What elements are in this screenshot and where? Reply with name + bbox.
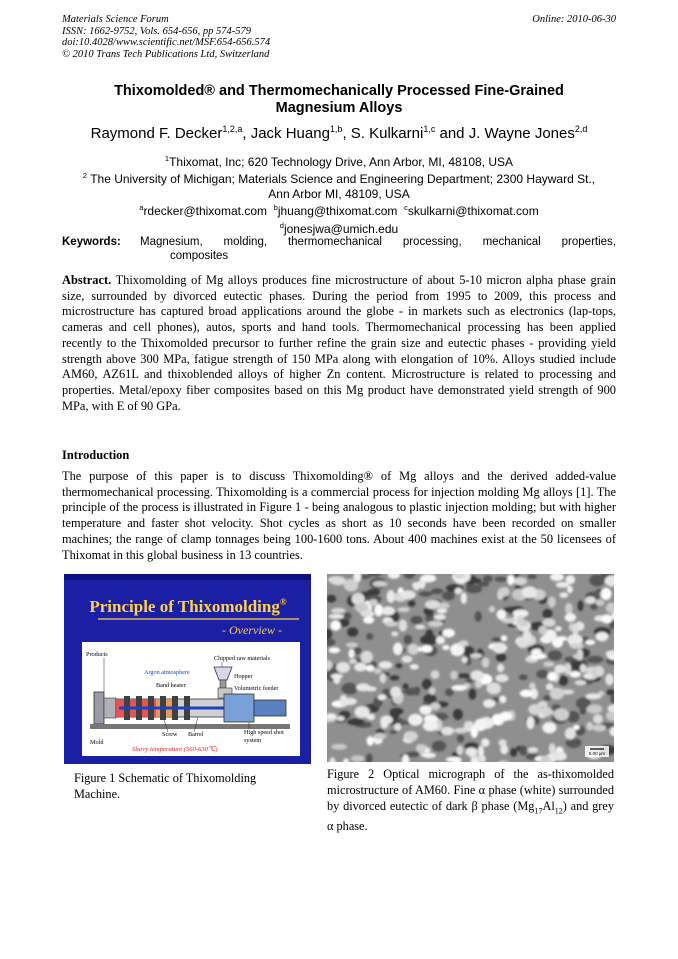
author-name: Raymond F. Decker xyxy=(90,125,223,142)
introduction-text: The purpose of this paper is to discuss Thixomolding® of Mg alloys and the derived added-value thermomechanical processing. Thixomolding is a commercial process for injection molding Mg alloys [1]. The principle of the process is illustrated in Figure 1 - being analogous to plastic injection molding; but with higher temperature and faster shot velocity. Shot cycles as short as 10 seconds have been recorded on smaller machines; the range of clamp tonnages being 100-1600 tons. About 400 machines exist at the 50 licensees of Thixomat in this global business in 13 countries. xyxy=(62,469,616,562)
alpha-grain xyxy=(585,693,601,699)
copyright: © 2010 Trans Tech Publications Ltd, Switzerland xyxy=(62,48,270,60)
alpha-grain xyxy=(418,744,425,753)
alpha-grain xyxy=(434,614,446,620)
shot-system-icon xyxy=(224,694,254,722)
alpha-grain xyxy=(465,747,477,756)
eutectic-phase xyxy=(466,678,473,684)
alpha-grain xyxy=(455,588,463,595)
eutectic-phase xyxy=(578,600,584,611)
caption-text: Al xyxy=(542,798,555,813)
alpha-grain xyxy=(461,593,467,604)
eutectic-phase xyxy=(419,591,433,596)
eutectic-phase xyxy=(404,635,413,645)
alpha-grain xyxy=(381,606,395,615)
doi: doi:10.4028/www.scientific.net/MSF.654-656.574 xyxy=(62,37,271,49)
author-affil-mark: 1,b xyxy=(329,124,343,134)
alpha-grain xyxy=(516,616,524,627)
alpha-grain xyxy=(401,656,412,663)
alpha-grain xyxy=(423,721,438,732)
alpha-grain xyxy=(410,664,419,670)
alpha-grain xyxy=(408,714,423,726)
alpha-grain xyxy=(596,632,609,641)
alpha-grain xyxy=(529,682,536,689)
alpha-grain xyxy=(591,667,597,678)
alpha-grain xyxy=(330,620,340,630)
alpha-grain xyxy=(428,621,443,627)
alpha-grain xyxy=(340,695,348,707)
eutectic-phase xyxy=(408,600,416,606)
eutectic-phase xyxy=(405,688,418,696)
alpha-grain xyxy=(450,671,458,680)
affiliation-2-cont: Ann Arbor MI, 48109, USA xyxy=(268,186,410,201)
alpha-grain xyxy=(587,722,594,731)
alpha-grain xyxy=(349,659,357,665)
eutectic-phase xyxy=(469,689,477,700)
alpha-grain xyxy=(425,600,441,609)
alpha-grain xyxy=(520,690,533,698)
alpha-grain xyxy=(483,699,495,708)
caption-text: Figure 2 Optical micrograph of the as-thixomolded microstructure of AM60. Fine α phase (white) surrounded by divorced eutectic of dark β phase (Mg xyxy=(327,767,614,813)
alpha-grain xyxy=(481,738,489,747)
mold-icon xyxy=(94,692,104,724)
alpha-grain xyxy=(344,579,359,592)
eutectic-phase xyxy=(442,591,455,600)
scale-bar-label: 5.00 µm xyxy=(588,751,606,756)
alpha-grain xyxy=(489,606,496,613)
eutectic-phase xyxy=(548,650,562,660)
eutectic-phase xyxy=(382,689,389,695)
alpha-grain xyxy=(528,704,541,715)
issn: ISSN: 1662-9752, Vols. 654-656, pp 574-579 xyxy=(62,25,251,37)
affil-text: Thixomat, Inc; 620 Technology Drive, Ann Arbor, MI, 48108, USA xyxy=(169,155,514,169)
alpha-grain xyxy=(601,614,612,623)
label-band-heater: Band heater xyxy=(156,682,186,689)
alpha-grain xyxy=(361,651,373,664)
alpha-grain xyxy=(587,704,603,713)
alpha-grain xyxy=(523,630,532,642)
alpha-grain xyxy=(542,618,555,626)
eutectic-phase xyxy=(457,673,471,678)
author-name: and J. Wayne Jones xyxy=(435,125,575,142)
alpha-grain xyxy=(556,636,568,641)
alpha-grain xyxy=(601,588,612,600)
caption-subscript: 17 xyxy=(534,806,543,816)
label-volumetric-feeder: Volumetric feeder xyxy=(234,685,279,692)
alpha-grain xyxy=(442,645,450,650)
emails xyxy=(62,201,616,218)
alpha-grain xyxy=(547,672,556,681)
alpha-grain xyxy=(446,757,462,762)
eutectic-phase xyxy=(510,748,517,757)
alpha-grain xyxy=(379,661,393,669)
alpha-grain xyxy=(461,657,467,664)
label-argon: Argon atmosphere xyxy=(144,669,190,676)
eutectic-phase xyxy=(483,575,493,582)
alpha-grain xyxy=(575,680,587,685)
alpha-grain xyxy=(366,714,374,720)
label-barrel: Barrel xyxy=(188,731,204,738)
eutectic-phase xyxy=(366,633,373,640)
alpha-grain xyxy=(336,716,345,721)
alpha-grain xyxy=(457,745,464,755)
alpha-grain xyxy=(527,716,535,729)
alpha-grain xyxy=(394,723,401,731)
alpha-grain xyxy=(492,643,507,654)
alpha-grain xyxy=(585,597,596,604)
alpha-grain xyxy=(572,623,579,635)
eutectic-phase xyxy=(495,577,508,582)
eutectic-phase xyxy=(478,581,490,586)
alpha-grain xyxy=(390,686,401,697)
alpha-grain xyxy=(454,728,468,733)
alpha-grain xyxy=(500,711,513,721)
alpha-grain xyxy=(380,717,388,729)
eutectic-phase xyxy=(445,689,454,697)
alpha-grain xyxy=(415,625,425,630)
author-name: , S. Kulkarni xyxy=(342,125,424,142)
alpha-grain xyxy=(458,640,468,646)
micrograph-image xyxy=(327,574,614,762)
alpha-grain xyxy=(565,728,576,740)
eutectic-phase xyxy=(344,612,352,620)
alpha-grain xyxy=(436,636,445,644)
alpha-grain xyxy=(452,685,467,691)
abstract-text: Thixomolding of Mg alloys produces fine microstructure of about 5-10 micron alpha phase grain size, surrounded by divorced eutectic phases. During the period from 1995 to 2009, this process and microstructure has captured broad applications around the globe - in markets such as electronics (lap-tops, cameras and cell phones), autos, sports and hand tools. Thermomechanical processing has been applied recently to the Thixomolded precursor to further refine the grain size and eutectic phases - providing yield strength above 300 MPa, fatigue strength of 150 MPa along with elongation of 10%. Alloys studied include AM60, AZ61L and thixoblended alloys of higher Zn content. Microstructure is related to processing and properties. Metal/epoxy fiber composites based on this Mg product have demonstrated yield strength of 900 MPa, with E of 90 GPa. xyxy=(62,273,616,413)
alpha-grain xyxy=(348,649,354,659)
figure-1-caption: Figure 1 Schematic of Thixomolding Machine. xyxy=(74,771,257,801)
eutectic-phase xyxy=(347,718,364,725)
alpha-grain xyxy=(549,743,556,754)
eutectic-phase xyxy=(519,674,528,680)
alpha-grain xyxy=(550,688,564,700)
label-shot-system-1: High speed shot xyxy=(244,729,284,736)
alpha-grain xyxy=(329,614,344,619)
email-mark: c xyxy=(404,203,408,213)
eutectic-phase xyxy=(587,656,603,664)
eutectic-phase xyxy=(453,709,463,720)
alpha-grain xyxy=(399,619,408,631)
alpha-grain xyxy=(412,582,425,589)
affiliations xyxy=(62,152,616,236)
alpha-grain xyxy=(355,603,369,612)
eutectic-phase xyxy=(536,670,548,679)
label-products: Products xyxy=(86,651,108,658)
alpha-grain xyxy=(398,607,410,612)
alpha-grain xyxy=(543,661,554,667)
alpha-grain xyxy=(522,586,538,598)
alpha-grain xyxy=(330,576,346,585)
alpha-grain xyxy=(351,755,364,762)
journal-name: Materials Science Forum xyxy=(62,14,169,25)
alpha-grain xyxy=(605,674,614,686)
alpha-grain xyxy=(431,670,440,679)
keywords-line-1: Magnesium, molding, thermomechanical processing, mechanical properties, xyxy=(140,236,616,248)
alpha-grain xyxy=(487,682,502,694)
abstract xyxy=(62,273,616,414)
alpha-grain xyxy=(499,739,507,747)
affil-mark: 1 xyxy=(164,154,170,163)
alpha-grain xyxy=(528,747,539,753)
label-mold: Mold xyxy=(90,739,104,746)
alpha-grain xyxy=(363,617,374,624)
alpha-grain xyxy=(573,654,583,659)
alpha-grain xyxy=(419,705,431,714)
label-hopper: Hopper xyxy=(234,673,253,680)
alpha-grain xyxy=(497,664,504,673)
section-heading-introduction: Introduction xyxy=(62,448,130,462)
email-link[interactable]: rdecker@thixomat.com xyxy=(143,204,267,219)
alpha-grain xyxy=(501,618,516,624)
label-screw: Screw xyxy=(162,731,178,738)
alpha-grain xyxy=(501,635,507,641)
eutectic-phase xyxy=(396,663,403,668)
alpha-grain xyxy=(420,574,436,582)
eutectic-phase xyxy=(475,611,482,622)
alpha-grain xyxy=(570,643,584,648)
author-affil-mark: 1,c xyxy=(423,124,436,134)
author-affil-mark: 2,d xyxy=(574,124,588,134)
eutectic-phase xyxy=(566,738,582,748)
alpha-grain xyxy=(592,725,606,732)
alpha-grain xyxy=(442,629,455,638)
paper-title xyxy=(62,83,616,117)
alpha-grain xyxy=(514,577,527,585)
alpha-grain xyxy=(585,640,595,645)
eutectic-phase xyxy=(420,635,438,646)
author-list xyxy=(40,124,638,142)
alpha-grain xyxy=(559,592,568,598)
alpha-grain xyxy=(374,733,387,739)
label-chipped-raw-materials: Chipped raw materials xyxy=(214,655,271,662)
alpha-grain xyxy=(538,626,547,635)
keywords-block xyxy=(62,235,616,263)
alpha-grain xyxy=(393,643,403,656)
email-link[interactable]: jonesjwa@umich.edu xyxy=(283,221,399,236)
eutectic-phase xyxy=(559,676,569,686)
alpha-grain xyxy=(474,719,487,732)
alpha-grain xyxy=(470,670,484,680)
eutectic-phase xyxy=(457,735,464,743)
eutectic-phase xyxy=(347,627,358,636)
keywords-line-2: composites xyxy=(170,250,229,262)
online-date: Online: 2010-06-30 xyxy=(532,14,616,25)
alpha-grain xyxy=(441,727,454,736)
alpha-grain xyxy=(567,586,573,594)
alpha-grain xyxy=(548,597,556,608)
label-shot-system-2: system xyxy=(244,737,262,744)
slide-subtitle: - Overview - xyxy=(222,623,282,637)
eutectic-phase xyxy=(543,695,551,701)
eutectic-phase xyxy=(528,574,537,579)
figure-2-caption xyxy=(327,767,614,835)
alpha-grain xyxy=(421,645,433,653)
alpha-grain xyxy=(496,674,509,682)
alpha-grain xyxy=(475,680,482,688)
eutectic-phase xyxy=(496,653,507,661)
email-mark: d xyxy=(279,220,284,230)
alpha-grain xyxy=(354,663,367,672)
alpha-grain xyxy=(401,590,416,599)
alpha-grain xyxy=(595,599,604,606)
affiliation-2 xyxy=(62,169,616,186)
figure-2-micrograph xyxy=(327,574,614,762)
alpha-grain xyxy=(404,731,418,742)
title-line-2: Magnesium Alloys xyxy=(275,100,403,116)
keywords-label: Keywords: xyxy=(62,236,121,248)
eutectic-phase xyxy=(411,616,423,625)
alpha-grain xyxy=(346,642,358,647)
alpha-grain xyxy=(356,683,370,691)
alpha-grain xyxy=(373,581,388,587)
alpha-grain xyxy=(353,593,364,603)
alpha-grain xyxy=(367,736,374,746)
alpha-grain xyxy=(373,668,381,673)
alpha-grain xyxy=(380,673,387,683)
email-mark: a xyxy=(139,203,144,213)
eutectic-phase xyxy=(390,708,404,715)
alpha-grain xyxy=(366,665,375,672)
alpha-grain xyxy=(331,608,345,613)
affiliation-1 xyxy=(62,152,616,169)
alpha-grain xyxy=(331,744,347,750)
email-link[interactable]: jhuang@thixomat.com xyxy=(277,204,398,219)
alpha-grain xyxy=(593,714,603,723)
alpha-grain xyxy=(336,662,350,673)
alpha-grain xyxy=(430,702,440,710)
caption-text: ) and grey α phase. xyxy=(327,798,614,833)
alpha-grain xyxy=(499,696,506,704)
alpha-grain xyxy=(565,613,576,622)
alpha-grain xyxy=(555,709,561,719)
alpha-grain xyxy=(555,626,562,631)
author-affil-mark: 1,2,a xyxy=(222,124,243,134)
alpha-grain xyxy=(580,664,587,673)
alpha-grain xyxy=(570,671,581,678)
email-mark: b xyxy=(273,203,278,213)
alpha-grain xyxy=(408,644,419,655)
alpha-grain xyxy=(507,575,514,586)
alpha-grain xyxy=(552,752,567,761)
alpha-grain xyxy=(439,602,449,609)
caption-subscript: 12 xyxy=(554,806,563,816)
slide-title: Principle of Thixomolding® xyxy=(89,597,287,616)
eutectic-phase xyxy=(519,746,527,756)
affil-mark: 2 xyxy=(82,171,88,181)
alpha-grain xyxy=(566,575,576,584)
journal-header xyxy=(62,14,270,60)
eutectic-phase xyxy=(542,609,552,619)
alpha-grain xyxy=(542,722,556,733)
alpha-grain xyxy=(333,674,340,684)
thixomolding-diagram xyxy=(64,574,311,764)
eutectic-phase xyxy=(431,588,443,594)
email-link[interactable]: skulkarni@thixomat.com xyxy=(407,204,539,219)
figure-1-schematic xyxy=(64,574,311,764)
abstract-label: Abstract. xyxy=(62,273,112,287)
alpha-grain xyxy=(499,587,509,597)
alpha-grain xyxy=(378,694,387,700)
alpha-grain xyxy=(429,687,436,695)
emails-2 xyxy=(62,219,616,236)
author-name: , Jack Huang xyxy=(242,125,330,142)
title-line-1: Thixomolded® and Thermomechanically Processed Fine-Grained xyxy=(114,83,564,99)
eutectic-phase xyxy=(342,683,358,695)
alpha-grain xyxy=(470,653,482,658)
alpha-grain xyxy=(422,753,436,759)
alpha-grain xyxy=(565,603,573,614)
alpha-grain xyxy=(369,599,378,606)
alpha-grain xyxy=(482,657,490,668)
alpha-grain xyxy=(531,649,541,656)
label-slurry-temperature: Slurry temperature (560-630℃) xyxy=(132,746,218,753)
alpha-grain xyxy=(329,647,340,653)
alpha-grain xyxy=(391,631,398,636)
eutectic-phase xyxy=(432,741,446,752)
affil-text: The University of Michigan; Materials Science and Engineering Department; 2300 Hayward St., xyxy=(90,172,596,187)
alpha-grain xyxy=(385,621,398,627)
eutectic-phase xyxy=(390,675,400,680)
